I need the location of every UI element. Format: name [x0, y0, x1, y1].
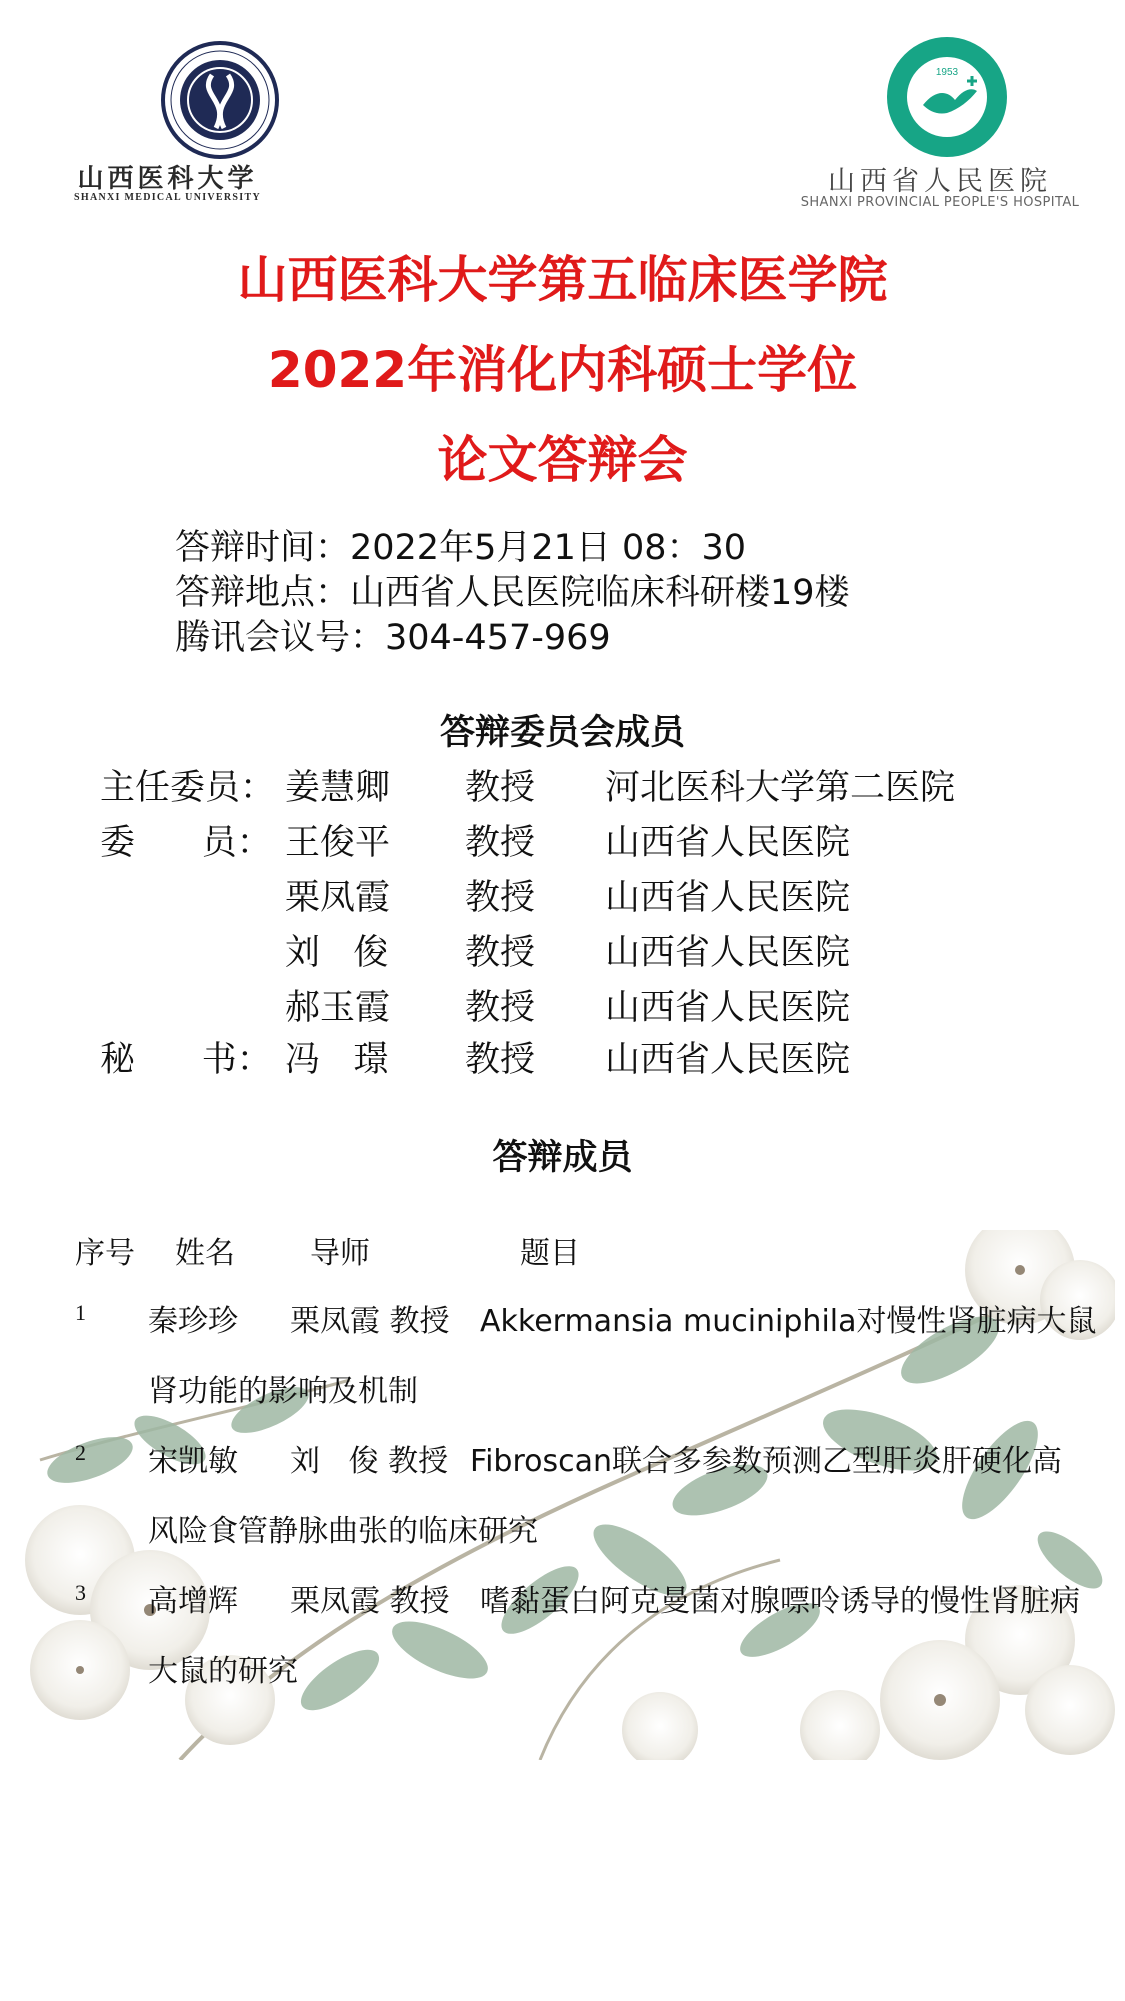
header-index: 序号 [75, 1236, 135, 1271]
committee-role: 主任委员： [100, 768, 276, 808]
meeting-id: 腾讯会议号：304-457-969 [175, 618, 611, 658]
row-topic-cont: 肾功能的影响及机制 [148, 1374, 418, 1409]
row-advisor: 刘 俊 教授 [290, 1444, 449, 1479]
row-topic-cont: 大鼠的研究 [148, 1654, 298, 1689]
row-advisor: 栗凤霞 教授 [290, 1304, 450, 1339]
university-name-cn: 山西医科大学 [77, 164, 258, 194]
committee-org: 山西省人民医院 [605, 933, 851, 973]
defense-place: 答辩地点：山西省人民医院临床科研楼19楼 [175, 573, 850, 613]
title-line-2: 2022年消化内科硕士学位 [267, 341, 858, 399]
hospital-seal-icon [885, 35, 1009, 159]
committee-title: 教授 [465, 988, 536, 1028]
committee-heading: 答辩委员会成员 [439, 713, 685, 753]
row-name: 秦珍珍 [148, 1304, 238, 1339]
row-topic: Fibroscan联合多参数预测乙型肝炎肝硬化高 [470, 1444, 1063, 1479]
row-index: 2 [75, 1440, 86, 1465]
committee-title: 教授 [465, 878, 536, 918]
university-seal-icon [160, 40, 280, 160]
row-advisor: 栗凤霞 教授 [290, 1584, 450, 1619]
header-advisor: 导师 [310, 1236, 370, 1271]
committee-org: 山西省人民医院 [605, 823, 851, 863]
university-name-en: SHANXI MEDICAL UNIVERSITY [74, 192, 261, 203]
hospital-logo [790, 35, 1090, 215]
title-line-1: 山西医科大学第五临床医学院 [237, 251, 888, 309]
committee-org: 山西省人民医院 [605, 878, 851, 918]
committee-name: 刘 俊 [285, 933, 389, 973]
row-topic: 嗜黏蛋白阿克曼菌对腺嘌呤诱导的慢性肾脏病 [480, 1584, 1080, 1619]
hospital-name-cn: 山西省人民医院 [828, 166, 1052, 197]
university-logo [55, 40, 280, 210]
row-topic: Akkermansia muciniphila对慢性肾脏病大鼠 [480, 1304, 1097, 1339]
header-topic: 题目 [520, 1236, 580, 1271]
defense-time: 答辩时间：2022年5月21日 08：30 [175, 528, 747, 568]
committee-name: 王俊平 [285, 823, 391, 863]
committee-title: 教授 [465, 768, 536, 808]
row-name: 宋凯敏 [148, 1444, 238, 1479]
row-index: 3 [75, 1580, 86, 1605]
hospital-seal-year: 1953 [935, 67, 959, 78]
row-topic-cont: 风险食管静脉曲张的临床研究 [148, 1514, 538, 1549]
committee-name: 冯 璟 [285, 1040, 389, 1080]
title-line-3: 论文答辩会 [437, 431, 688, 489]
committee-org: 河北医科大学第二医院 [605, 768, 956, 808]
committee-title: 教授 [465, 1040, 536, 1080]
hospital-name-en: SHANXI PROVINCIAL PEOPLE'S HOSPITAL [800, 195, 1080, 210]
committee-org: 山西省人民医院 [605, 1040, 851, 1080]
committee-name: 姜慧卿 [285, 768, 391, 808]
committee-title: 教授 [465, 933, 536, 973]
committee-title: 教授 [465, 823, 536, 863]
candidates-heading: 答辩成员 [492, 1138, 633, 1178]
committee-name: 栗凤霞 [285, 878, 391, 918]
row-index: 1 [75, 1300, 86, 1325]
header-name: 姓名 [175, 1236, 235, 1271]
committee-org: 山西省人民医院 [605, 988, 851, 1028]
committee-name: 郝玉霞 [285, 988, 391, 1028]
row-name: 高增辉 [148, 1584, 238, 1619]
committee-role: 委 员： [100, 823, 272, 863]
committee-role: 秘 书： [100, 1040, 272, 1080]
